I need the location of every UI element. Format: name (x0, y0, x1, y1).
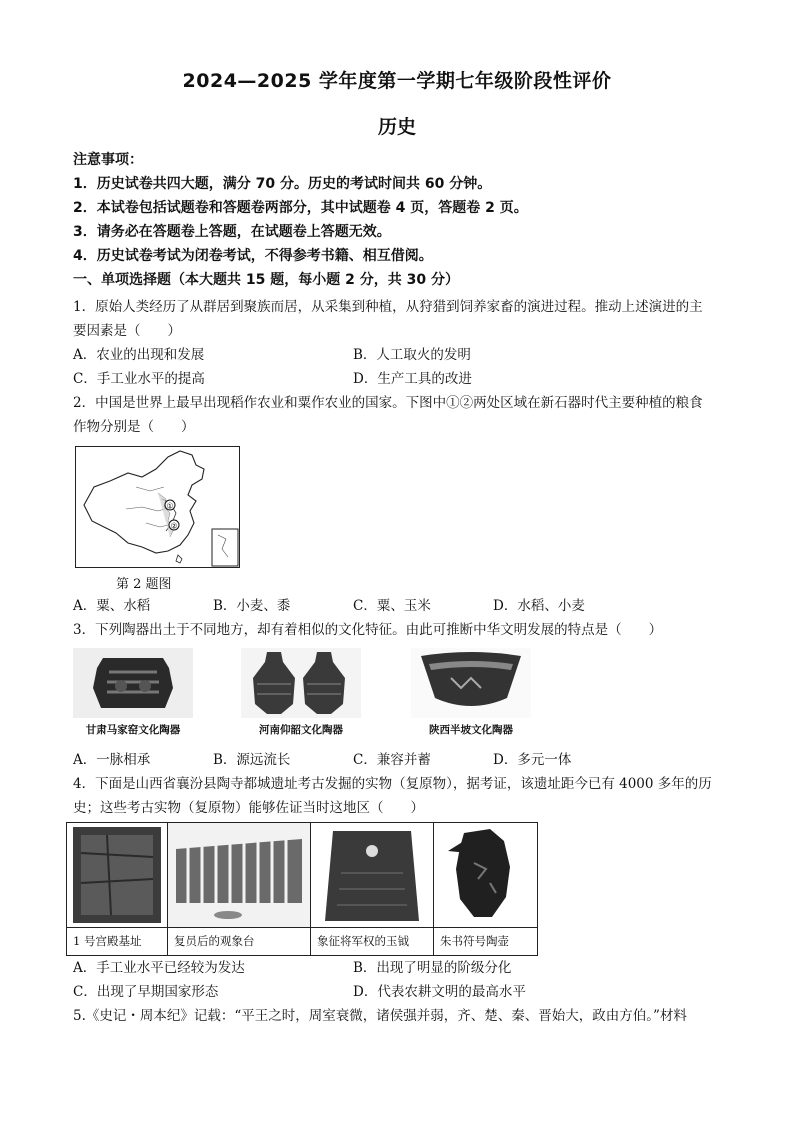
q1-options-row1 (73, 343, 733, 367)
note-item: 1．历史试卷共四大题，满分 70 分。历史的考试时间共 60 分钟。 (73, 176, 492, 192)
subject-title: 历史 (377, 116, 416, 138)
q1-option-c: C．手工业水平的提高 (73, 371, 205, 387)
yangshao-pottery-image (241, 648, 361, 718)
notes-heading: 注意事项： (73, 152, 143, 168)
note-item: 4．历史试卷考试为闭卷考试，不得参考书籍、相互借阅。 (73, 248, 433, 264)
relic-caption-jade-axe: 象征将军权的玉钺 (317, 934, 409, 948)
q2-stem-line2: 作物分别是（ ） (73, 419, 195, 435)
pottery-item (241, 648, 361, 740)
note-item: 2．本试卷包括试题卷和答题卷两部分，其中试题卷 4 页，答题卷 2 页。 (73, 200, 528, 216)
q1-option-b: B．人工取火的发明 (353, 347, 471, 363)
relic-caption-pottery-pot: 朱书符号陶壶 (440, 934, 509, 948)
map-caption: 第 2 题图 (116, 577, 172, 592)
pottery-item (73, 648, 193, 740)
q4-stem-line2: 史；这些考古实物（复原物）能够佐证当时这地区（ ） (73, 800, 424, 816)
q2-options (73, 594, 733, 618)
relic-caption-palace: 1 号宫殿基址 (73, 934, 142, 948)
question-1 (73, 295, 733, 439)
q3-option-a: A．一脉相承 (73, 752, 151, 768)
q2-option-c: C．粟、玉米 (353, 598, 431, 614)
relic-caption-observatory: 复员后的观象台 (174, 934, 255, 948)
map-label-2: ② (170, 521, 178, 531)
map-label-1: ① (166, 501, 174, 511)
q4-option-a: A．手工业水平已经较为发达 (73, 960, 245, 976)
q4-options-row2 (73, 980, 733, 1004)
relic-cell (168, 823, 311, 955)
china-map-svg (76, 447, 239, 567)
q4-options-row1 (73, 956, 733, 980)
banpo-pottery-image (411, 648, 531, 718)
note-item: 3．请务必在答题卷上答题，在试题卷上答题无效。 (73, 224, 391, 240)
q1-stem-line2: 要因素是（ ） (73, 323, 181, 339)
pottery-caption-yangshao: 河南仰韶文化陶器 (259, 724, 343, 736)
pottery-caption-banpo: 陕西半坡文化陶器 (429, 724, 513, 736)
q3-option-b: B．源远流长 (213, 752, 291, 768)
q1-option-a: A．农业的出现和发展 (73, 347, 205, 363)
q1-stem-line1: 1．原始人类经历了从群居到聚族而居，从采集到种植，从狩猎到饲养家畜的演进过程。推动上述演进的主 (73, 299, 703, 315)
q4-option-c: C．出现了早期国家形态 (73, 984, 219, 1000)
q1-options-row2 (73, 367, 733, 391)
q3-option-d: D．多元一体 (493, 752, 572, 768)
pottery-figure (73, 648, 533, 740)
q2-option-a: A．粟、水稻 (73, 598, 151, 614)
relic-cell (434, 823, 537, 955)
china-map-figure (75, 446, 240, 568)
question-3-options (73, 748, 733, 820)
q2-stem-line1: 2．中国是世界上最早出现稻作农业和粟作农业的国家。下图中①②两处区域在新石器时代主要种植的粮食 (73, 395, 703, 411)
q1-option-d: D．生产工具的改进 (353, 371, 472, 387)
inscribed-pottery-image (434, 823, 537, 928)
exam-title: 2024—2025 学年度第一学期七年级阶段性评价 (182, 70, 612, 92)
pottery-item (411, 648, 531, 740)
relic-cell (311, 823, 434, 955)
q4-stem-line1: 4．下面是山西省襄汾县陶寺都城遗址考古发掘的实物（复原物），据考证，该遗址距今已有 4000 多年的历 (73, 776, 712, 792)
q3-options (73, 748, 733, 772)
relics-figure (66, 822, 538, 956)
q2-option-d: D．水稻、小麦 (493, 598, 585, 614)
notes-block (73, 148, 733, 292)
q3-stem: 3．下列陶器出土于不同地方，却有着相似的文化特征。由此可推断中华文明发展的特点是（ ） (73, 622, 663, 638)
question-4-options (73, 956, 733, 1028)
palace-foundation-image (67, 823, 167, 928)
majiayao-pottery-image (73, 648, 193, 718)
relic-cell (67, 823, 168, 955)
pottery-caption-majiayao: 甘肃马家窑文化陶器 (85, 724, 181, 736)
q5-stem: 5.《史记・周本纪》记载：“平王之时，周室衰微，诸侯强并弱，齐、楚、秦、晋始大，政由方伯。”材料 (73, 1008, 687, 1024)
question-2-options (73, 594, 733, 642)
q4-option-b: B．出现了明显的阶级分化 (353, 960, 512, 976)
q3-option-c: C．兼容并蓄 (353, 752, 431, 768)
observatory-image (168, 823, 310, 928)
q4-option-d: D．代表农耕文明的最高水平 (353, 984, 526, 1000)
jade-axe-image (311, 823, 433, 928)
q2-option-b: B．小麦、黍 (213, 598, 291, 614)
section1-heading: 一、单项选择题（本大题共 15 题，每小题 2 分，共 30 分） (73, 272, 459, 288)
